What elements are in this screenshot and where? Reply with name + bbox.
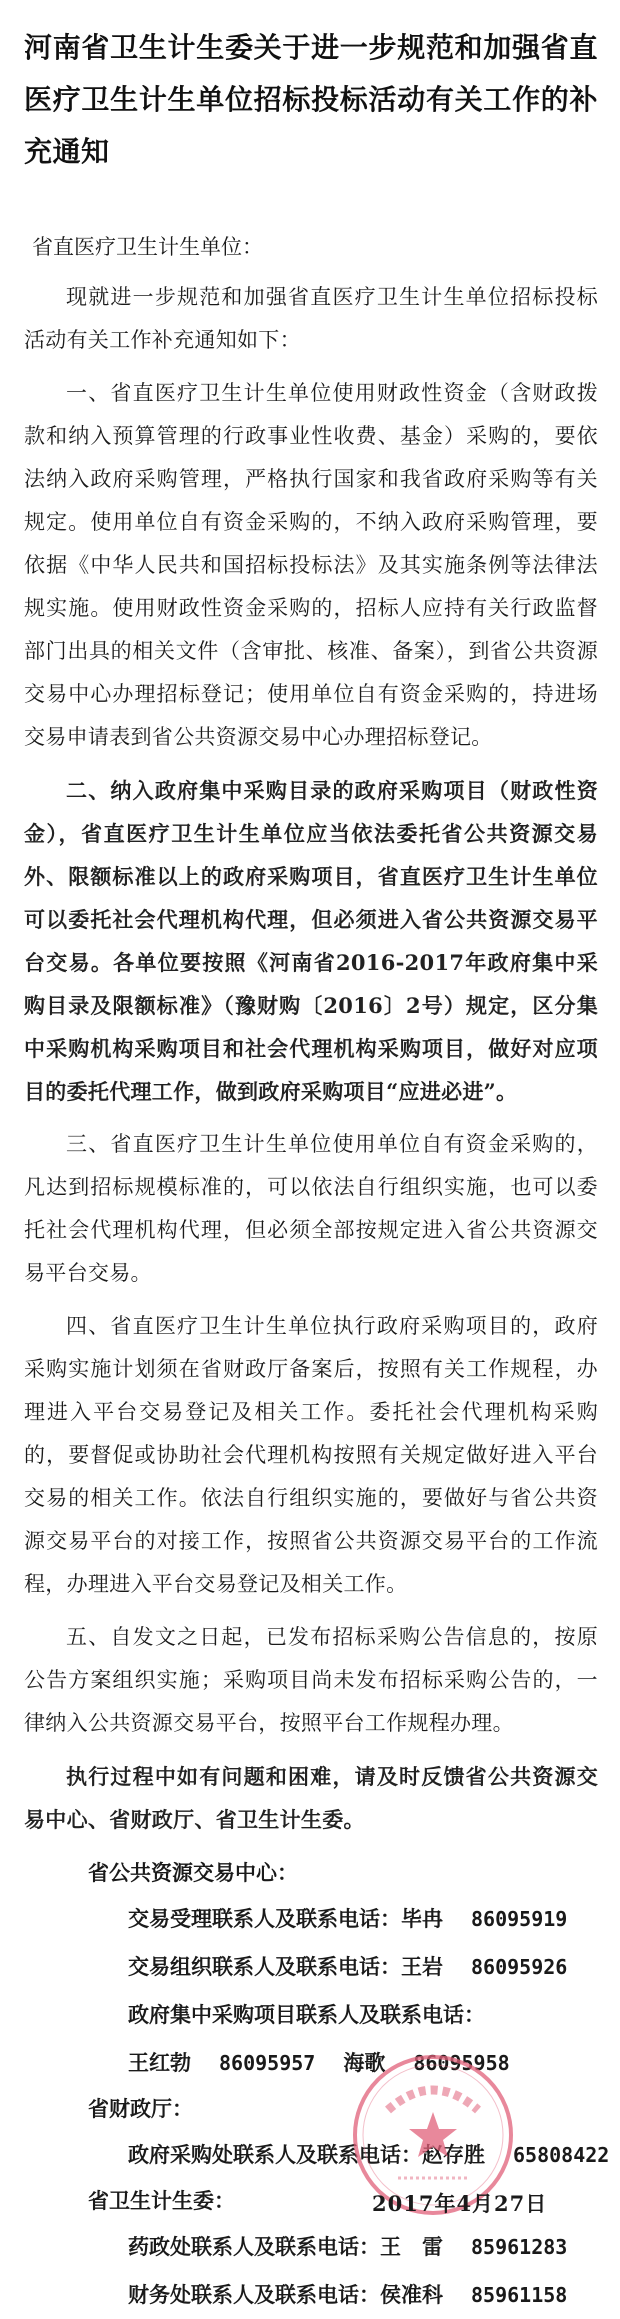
contact-org-finance-dept: 省财政厅： (88, 2096, 193, 2121)
clause-5: 五、自发文之日起，已发布招标采购公告信息的，按原公告方案组织实施；采购项目尚未发布招标采购公告的，一律纳入公共资源交易平台，按照平台工作规程办理。 (24, 1625, 598, 1735)
contact-phone: 85961283 (471, 2235, 568, 2259)
contact-name: 王红勃 (128, 2050, 191, 2075)
contact-label: 交易受理联系人及联系电话：毕冉 (128, 1906, 443, 1931)
clause-3: 三、省直医疗卫生计生单位使用单位自有资金采购的，凡达到招标规模标准的，可以依法自行组织实施，也可以委托社会代理机构代理，但必须全部按规定进入省公共资源交易平台交易。 (24, 1132, 598, 1285)
feedback-paragraph: 执行过程中如有问题和困难，请及时反馈省公共资源交易中心、省财政厅、省卫生计生委。 (24, 1764, 598, 1832)
contact-phone: 86095957 (219, 2051, 316, 2075)
intro-paragraph: 现就进一步规范和加强省直医疗卫生计生单位招标投标活动有关工作补充通知如下： (24, 285, 598, 352)
document-title: 河南省卫生计生委关于进一步规范和加强省直医疗卫生计生单位招标投标活动有关工作的补充通知 (24, 31, 598, 168)
clause-4: 四、省直医疗卫生计生单位执行政府采购项目的，政府采购实施计划须在省财政厅备案后，按照有关工作规程，办理进入平台交易登记及相关工作。委托社会代理机构采购的，要督促或协助社会代理机构按照有关规定做好进入平台交易的相关工作。依法自行组织实施的，要做好与省公共资源交易平台的对接工作，按照省公共资源交易平台的工作流程，办理进入平台交易登记及相关工作。 (24, 1314, 598, 1596)
contact-line (128, 1895, 598, 1943)
contact-line (128, 1991, 598, 2039)
contact-phone: 86095926 (471, 1955, 568, 1979)
contact-org-trading-center: 省公共资源交易中心： (88, 1860, 298, 1885)
contact-label: 财务处联系人及联系电话：侯准科 (128, 2282, 443, 2307)
contact-line (128, 2271, 598, 2319)
contact-phone: 85961158 (471, 2283, 568, 2307)
issue-date: 2017年4月27日 (372, 2191, 548, 2216)
clause-1: 一、省直医疗卫生计生单位使用财政性资金（含财政拨款和纳入预算管理的行政事业性收费、基金）采购的，要依法纳入政府采购管理，严格执行国家和我省政府采购等有关规定。使用单位自有资金采购的，不纳入政府采购管理，要依据《中华人民共和国招标投标法》及其实施条例等法律法规实施。使用财政性资金采购的，招标人应持有关行政监督部门出具的相关文件（含审批、核准、备案），到省公共资源交易中心办理招标登记；使用单位自有资金采购的，持进场交易申请表到省公共资源交易中心办理招标登记。 (24, 381, 598, 749)
contact-line (128, 1943, 598, 1991)
contact-name: 海歌 (343, 2050, 386, 2075)
contact-label: 药政处联系人及联系电话：王 雷 (128, 2234, 443, 2259)
contact-label: 政府集中采购项目联系人及联系电话： (128, 2002, 485, 2027)
contact-label: 政府采购处联系人及联系电话：赵存胜 (128, 2142, 485, 2167)
contact-phone: 86095958 (413, 2051, 510, 2075)
salutation: 省直医疗卫生计生单位： (32, 235, 263, 259)
contact-phone: 86095919 (471, 1907, 568, 1931)
contact-org-health-commission: 省卫生计生委： (88, 2188, 235, 2213)
contact-label: 交易组织联系人及联系电话：王岩 (128, 1954, 443, 1979)
contact-line (128, 2223, 598, 2271)
clause-2: 二、纳入政府集中采购目录的政府采购项目（财政性资金），省直医疗卫生计生单位应当依法委托省公共资源交易外、限额标准以上的政府采购项目，省直医疗卫生计生单位可以委托社会代理机构代理，但必须进入省公共资源交易平台交易。各单位要按照《河南省2016-2017年政府集中采购目录及限额标准》（豫财购〔2016〕2号）规定，区分集中采购机构采购项目和社会代理机构采购项目，做好对应项目的委托代理工作，做到政府采购项目“应进必进”。 (24, 778, 598, 1104)
contact-phone: 65808422 (513, 2143, 610, 2167)
